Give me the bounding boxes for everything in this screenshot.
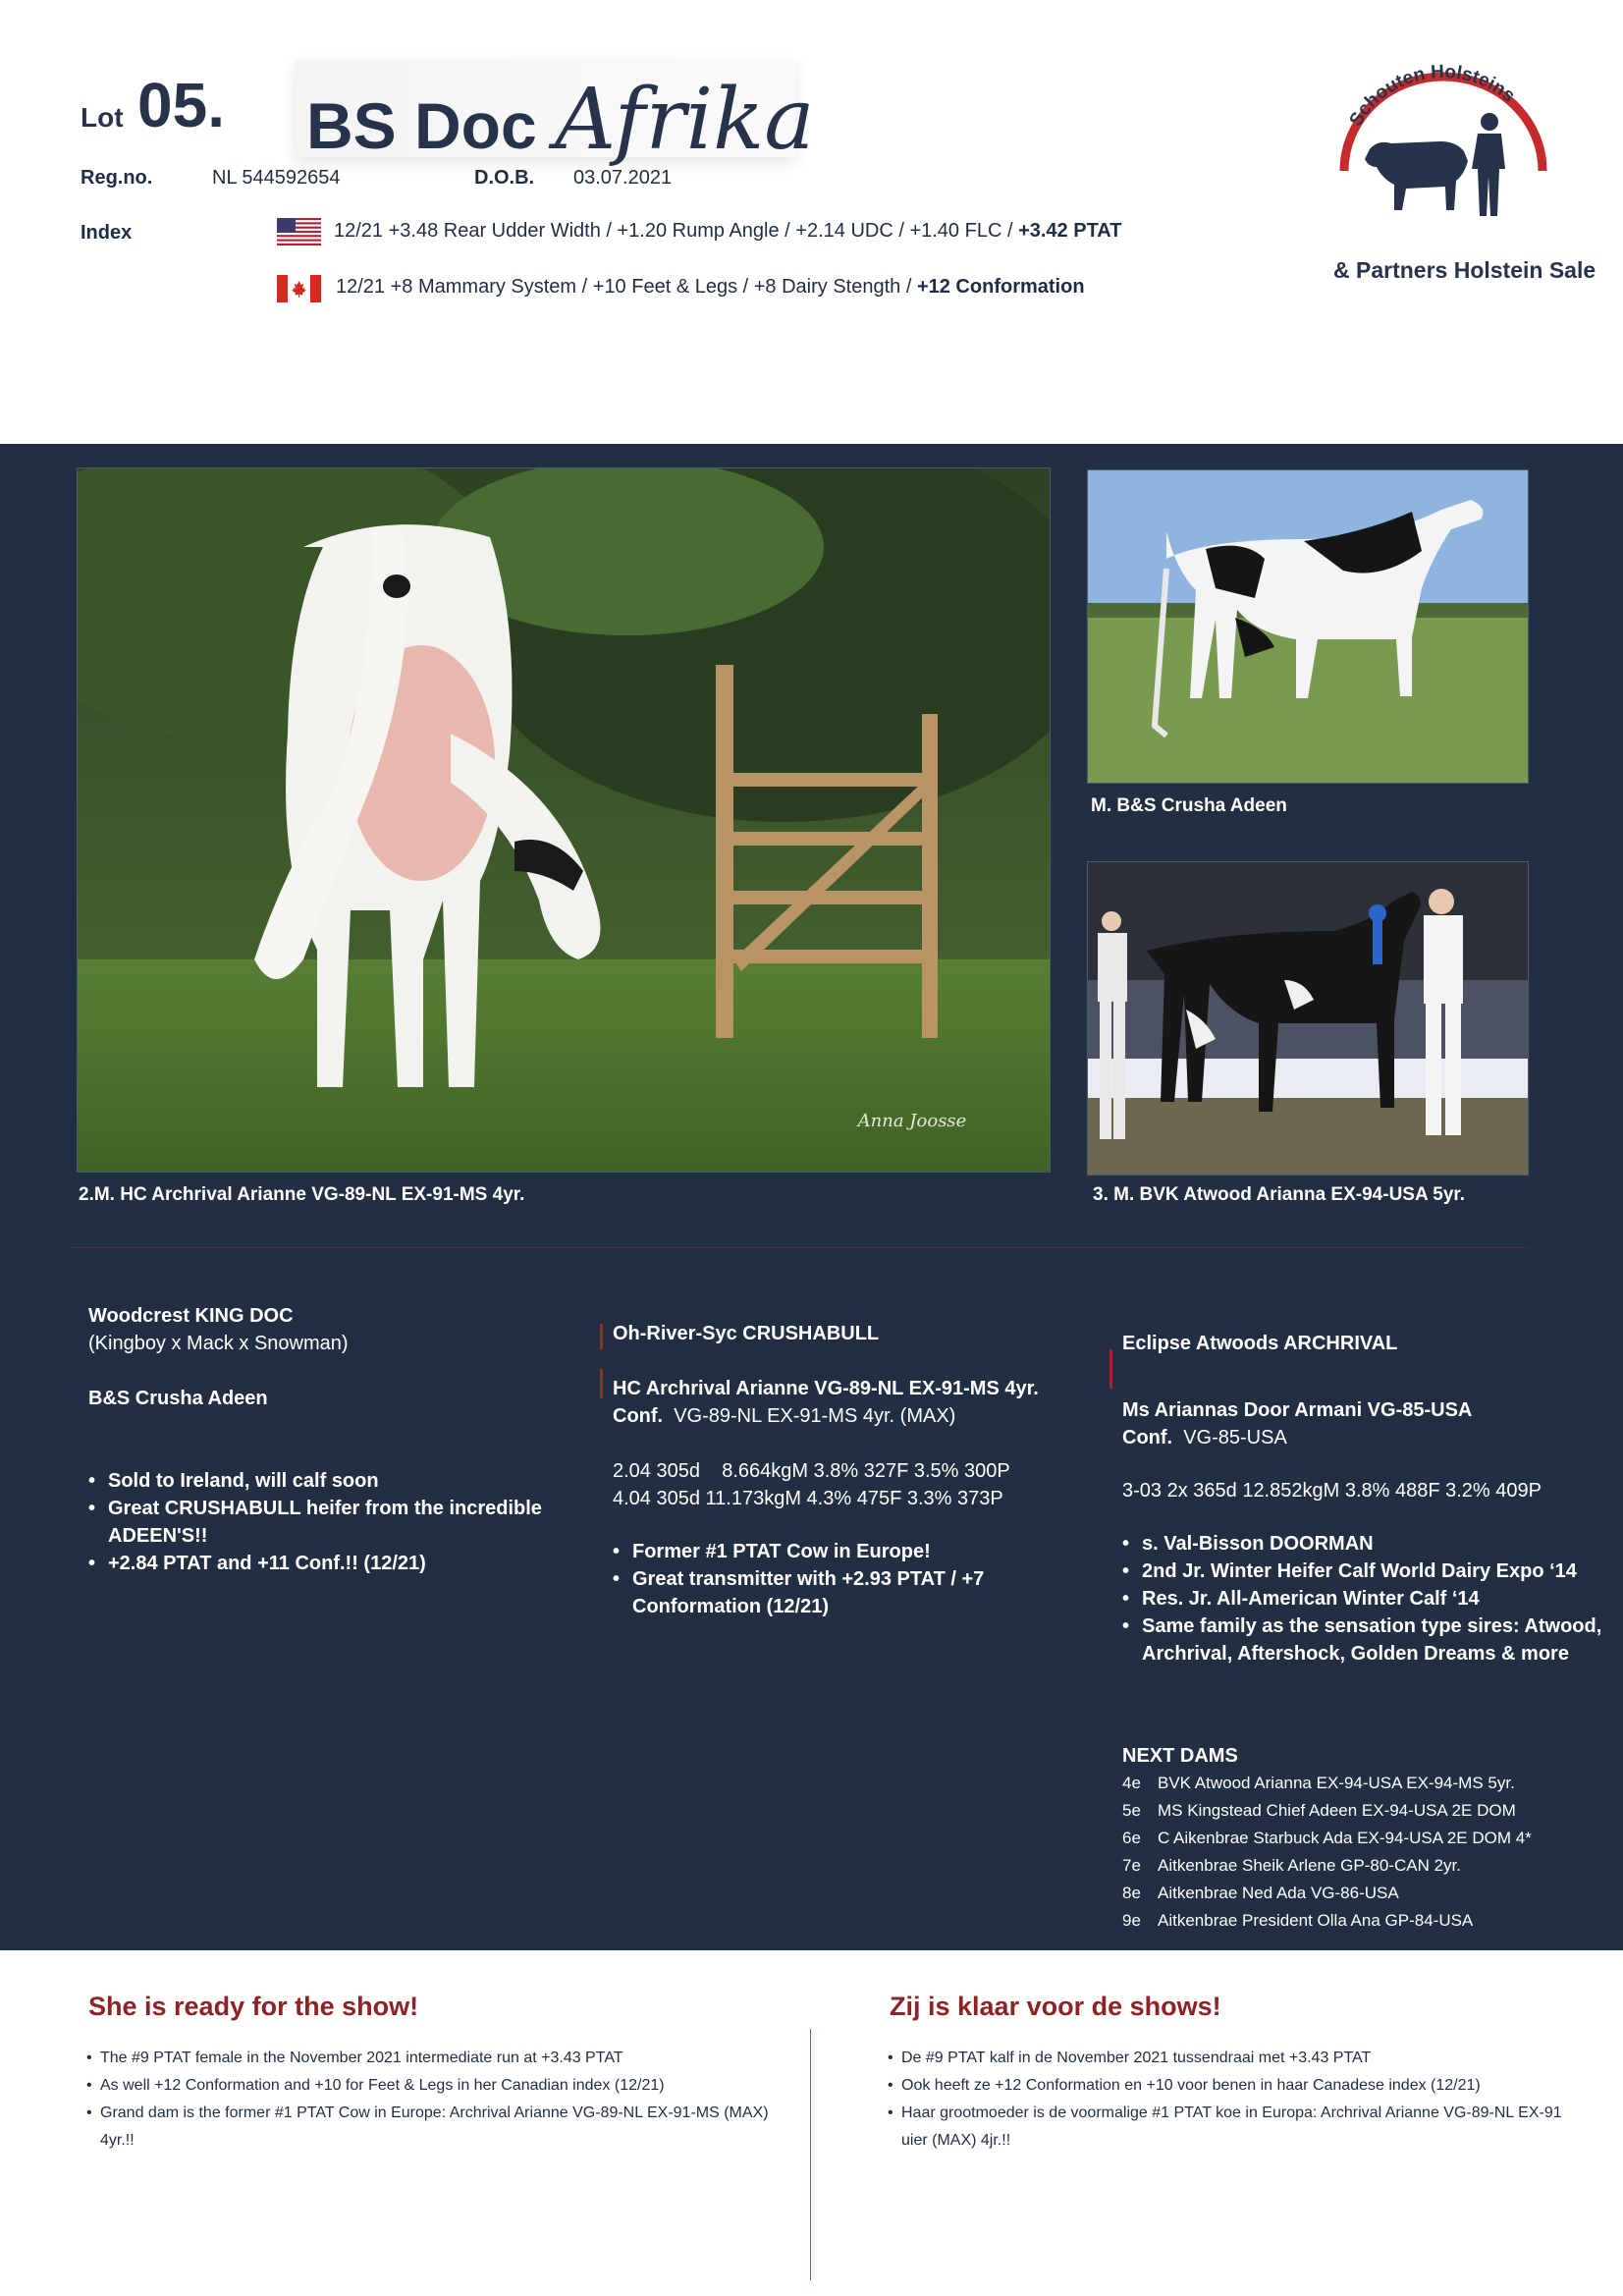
sale-name: & Partners Holstein Sale	[1333, 257, 1596, 283]
col1-dam: B&S Crusha Adeen	[88, 1388, 268, 1409]
lot-number: 05.	[137, 70, 225, 140]
lot-label: Lot	[81, 102, 124, 133]
list-item: • Haar grootmoeder is de voormalige #1 PTAT koe in Europa: Archrival Arianne VG-89-NL EX-91 uier (MAX) 4jr.!!	[888, 2100, 1575, 2155]
next-dam-generation: 4e	[1122, 1774, 1141, 1792]
col2-bullets	[613, 1538, 1064, 1620]
pedigree-col-great-grandsire	[1122, 1330, 1613, 1667]
next-dam-row	[1122, 1880, 1594, 1907]
reg-label: Reg.no.	[81, 167, 153, 189]
schouten-holsteins-logo	[1330, 63, 1556, 230]
col2-production-2: 4.04 305d 11.173kgM 4.3% 475F 3.3% 373P	[613, 1488, 1003, 1509]
next-dam-generation: 9e	[1122, 1911, 1141, 1930]
next-dam-row	[1122, 1770, 1594, 1797]
animal-name	[306, 71, 815, 169]
col3-sire: Eclipse Atwoods ARCHRIVAL	[1122, 1333, 1398, 1354]
list-item: • Sold to Ireland, will calf soon	[88, 1467, 579, 1495]
main-photo	[77, 467, 1051, 1173]
next-dam-generation: 5e	[1122, 1801, 1141, 1820]
list-item: • Former #1 PTAT Cow in Europe!	[613, 1538, 1064, 1565]
cow-rear-view-image	[78, 468, 1050, 1172]
list-item: • Great transmitter with +2.93 PTAT / +7 Conformation (12/21)	[613, 1565, 1005, 1620]
col2-conf-value: VG-89-NL EX-91-MS 4yr. (MAX)	[674, 1405, 956, 1427]
list-item: • Same family as the sensation type sires: Atwood, Archrival, Aftershock, Golden Dreams & more	[1122, 1613, 1613, 1667]
cow-side-view-image	[1088, 470, 1528, 783]
list-item: • s. Val-Bisson DOORMAN	[1122, 1530, 1613, 1558]
col1-sire: Woodcrest KING DOC	[88, 1305, 294, 1327]
col3-bullets	[1122, 1530, 1613, 1667]
next-dam-row	[1122, 1907, 1594, 1935]
photo-credit: Anna Joosse	[857, 1111, 967, 1131]
next-dam-name: C Aikenbrae Starbuck Ada EX-94-USA 2E DOM 4*	[1158, 1829, 1532, 1847]
col3-conf-value: VG-85-USA	[1183, 1427, 1287, 1449]
next-dam-name: Aitkenbrae Sheik Arlene GP-80-CAN 2yr.	[1158, 1856, 1461, 1875]
dob-label: D.O.B.	[474, 167, 535, 189]
ca-index-text: 12/21 +8 Mammary System / +10 Feet & Legs / +8 Dairy Stength /	[336, 276, 917, 298]
pedigree-col-grandsire	[613, 1320, 1064, 1620]
list-item: • +2.84 PTAT and +11 Conf.!! (12/21)	[88, 1550, 579, 1577]
col3-dam: Ms Ariannas Door Armani VG-85-USA	[1122, 1399, 1473, 1421]
us-index-text: 12/21 +3.48 Rear Udder Width / +1.20 Rump Angle / +2.14 UDC / +1.40 FLC /	[334, 220, 1019, 242]
main-photo-caption: 2.M. HC Archrival Arianne VG-89-NL EX-91-MS 4yr.	[79, 1184, 525, 1205]
next-dams	[1122, 1742, 1594, 1935]
index-label: Index	[81, 222, 133, 244]
reg-value: NL 544592654	[212, 167, 341, 189]
en-heading: She is ready for the show!	[88, 1992, 419, 2021]
col2-sire: Oh-River-Syc CRUSHABULL	[613, 1323, 880, 1344]
list-item: • The #9 PTAT female in the November 2021 intermediate run at +3.43 PTAT	[86, 2045, 803, 2072]
col2-marker-2	[600, 1369, 603, 1398]
next-dam-generation: 6e	[1122, 1829, 1141, 1847]
top-right-photo	[1087, 469, 1529, 784]
col3-conf-label: Conf.	[1122, 1427, 1173, 1449]
next-dam-row	[1122, 1852, 1594, 1880]
section-divider	[71, 1247, 1530, 1248]
top-right-caption: M. B&S Crusha Adeen	[1091, 795, 1287, 816]
next-dam-name: Aitkenbrae Ned Ada VG-86-USA	[1158, 1884, 1399, 1902]
us-index-ptat: +3.42 PTAT	[1018, 220, 1122, 242]
next-dam-generation: 7e	[1122, 1856, 1141, 1875]
next-dams-heading: NEXT DAMS	[1122, 1745, 1238, 1767]
nl-list	[888, 2045, 1575, 2155]
us-flag-icon	[277, 218, 321, 246]
list-item: • Grand dam is the former #1 PTAT Cow in Europe: Archrival Arianne VG-89-NL EX-91-MS (MAX) 4yr.!!	[86, 2100, 803, 2155]
dob-value: 03.07.2021	[573, 167, 673, 189]
canada-flag-icon	[277, 275, 321, 302]
col3-marker	[1109, 1349, 1112, 1389]
next-dam-row	[1122, 1825, 1594, 1852]
nl-heading: Zij is klaar voor de shows!	[890, 1992, 1221, 2021]
canada-index	[336, 276, 1085, 299]
list-item: • Res. Jr. All-American Winter Calf ‘14	[1122, 1585, 1613, 1613]
animal-name-script: Afrika	[555, 71, 815, 169]
bottom-right-photo	[1087, 861, 1529, 1175]
svg-text:Schouten Holsteins: Schouten Holsteins	[1345, 63, 1519, 131]
list-item: • 2nd Jr. Winter Heifer Calf World Dairy Expo ‘14	[1122, 1558, 1613, 1585]
us-index	[334, 220, 1121, 243]
col2-conf-label: Conf.	[613, 1405, 664, 1427]
animal-name-prefix: BS Doc	[306, 89, 537, 162]
next-dam-name: Aitkenbrae President Olla Ana GP-84-USA	[1158, 1911, 1474, 1930]
list-item: • De #9 PTAT kalf in de November 2021 tussendraai met +3.43 PTAT	[888, 2045, 1575, 2072]
col2-production-1: 2.04 305d 8.664kgM 3.8% 327F 3.5% 300P	[613, 1460, 1010, 1482]
pedigree-col-sire-dam	[88, 1302, 579, 1577]
col2-marker-1	[600, 1324, 603, 1349]
list-item: • Great CRUSHABULL heifer from the incredible ADEEN'S!!	[88, 1495, 579, 1550]
next-dam-row	[1122, 1797, 1594, 1825]
col2-dam: HC Archrival Arianne VG-89-NL EX-91-MS 4yr.	[613, 1378, 1039, 1399]
col3-production: 3-03 2x 365d 12.852kgM 3.8% 488F 3.2% 409P	[1122, 1480, 1542, 1502]
next-dam-name: BVK Atwood Arianna EX-94-USA EX-94-MS 5yr.	[1158, 1774, 1515, 1792]
bottom-divider	[810, 2029, 811, 2280]
list-item: • Ook heeft ze +12 Conformation en +10 voor benen in haar Canadese index (12/21)	[888, 2072, 1575, 2100]
next-dam-name: MS Kingstead Chief Adeen EX-94-USA 2E DOM	[1158, 1801, 1516, 1820]
col1-bullets	[88, 1467, 579, 1577]
next-dam-generation: 8e	[1122, 1884, 1141, 1902]
next-dams-list	[1122, 1770, 1594, 1935]
col1-sire-pedigree: (Kingboy x Mack x Snowman)	[88, 1333, 349, 1354]
bottom-right-caption: 3. M. BVK Atwood Arianna EX-94-USA 5yr.	[1093, 1184, 1466, 1205]
en-list	[86, 2045, 803, 2155]
cow-show-ring-image	[1088, 862, 1528, 1175]
list-item: • As well +12 Conformation and +10 for Feet & Legs in her Canadian index (12/21)	[86, 2072, 803, 2100]
ca-index-conformation: +12 Conformation	[916, 276, 1085, 298]
